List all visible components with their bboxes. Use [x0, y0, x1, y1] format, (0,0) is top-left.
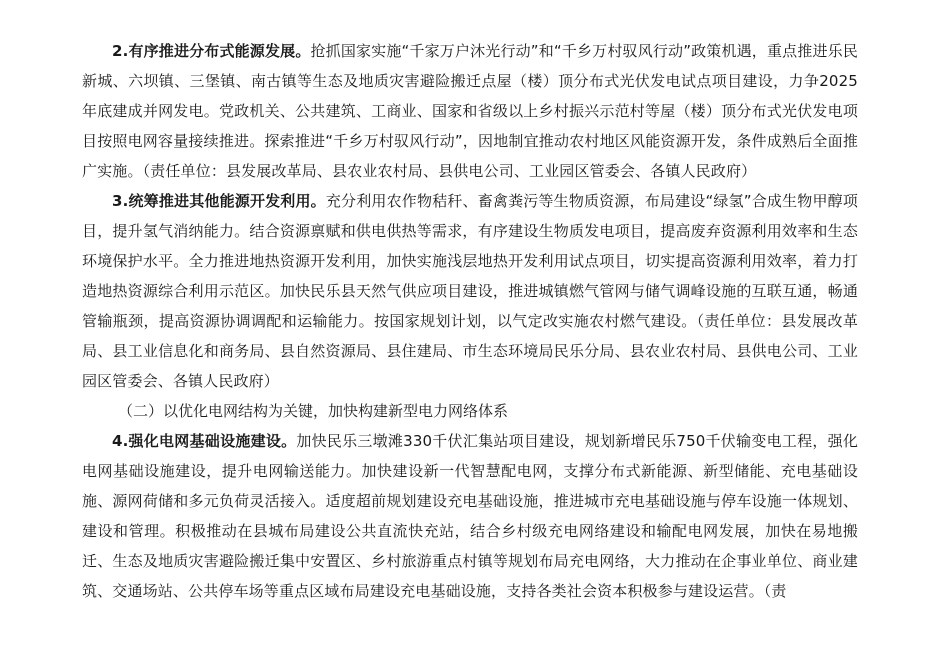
paragraph-heading: 2.有序推进分布式能源发展。	[112, 42, 311, 60]
paragraph-other-energy	[82, 186, 858, 396]
paragraph-body: 加快民乐三墩滩330千伏汇集站项目建设，规划新增民乐750千伏输变电工程，强化电网基础设施建设，提升电网输送能力。加快建设新一代智慧配电网，支撑分布式新能源、新型储能、充电基础设施、源网荷储和多元负荷灵活接入。适度超前规划建设充电基础设施，推进城市充电基础设施与停车设施一体规划、建设和管理。积极推动在县城布局建设公共直流快充站，结合乡村级充电网络建设和输配电网发展，加快在易地搬迁、生态及地质灾害避险搬迁集中安置区、乡村旅游重点村镇等规划布局充电网络，大力推动在企事业单位、商业建筑、交通场站、公共停车场等重点区域布局建设充电基础设施，支持各类社会资本积极参与建设运营。（责	[82, 432, 858, 600]
section-subheading: （二）以优化电网结构为关键，加快构建新型电力网络体系	[118, 402, 509, 420]
paragraph-body: 抢抓国家实施“千家万户沐光行动”和“千乡万村驭风行动”政策机遇，重点推进乐民新城、六坝镇、三堡镇、南古镇等生态及地质灾害避险搬迁点屋（楼）顶分布式光伏发电试点项目建设，力争2025年底建成并网发电。党政机关、公共建筑、工商业、国家和省级以上乡村振兴示范村等屋（楼）顶分布式光伏发电项目按照电网容量接续推进。探索推进“千乡万村驭风行动”，因地制宜推动农村地区风能资源开发，条件成熟后全面推广实施。（责任单位：县发展改革局、县农业农村局、县供电公司、工业园区管委会、各镇人民政府）	[82, 42, 858, 180]
paragraph-grid-infrastructure	[82, 426, 858, 606]
paragraph-heading: 4.强化电网基础设施建设。	[112, 432, 297, 450]
paragraph-heading: 3.统筹推进其他能源开发利用。	[112, 192, 326, 210]
paragraph-body: 充分利用农作物秸秆、畜禽粪污等生物质资源，布局建设“绿氢”合成生物甲醇项目，提升氢气消纳能力。结合资源禀赋和供电供热等需求，有序建设生物质发电项目，提高废弃资源利用效率和生态环境保护水平。全力推进地热资源开发利用，加快实施浅层地热开发利用试点项目，切实提高资源利用效率，着力打造地热资源综合利用示范区。加快民乐县天然气供应项目建设，推进城镇燃气管网与储气调峰设施的互联互通，畅通管输瓶颈，提高资源协调调配和运输能力。按国家规划计划，以气定改实施农村燃气建设。（责任单位：县发展改革局、县工业信息化和商务局、县自然资源局、县住建局、市生态环境局民乐分局、县农业农村局、县供电公司、工业园区管委会、各镇人民政府）	[82, 192, 859, 390]
paragraph-distributed-energy	[82, 36, 858, 186]
